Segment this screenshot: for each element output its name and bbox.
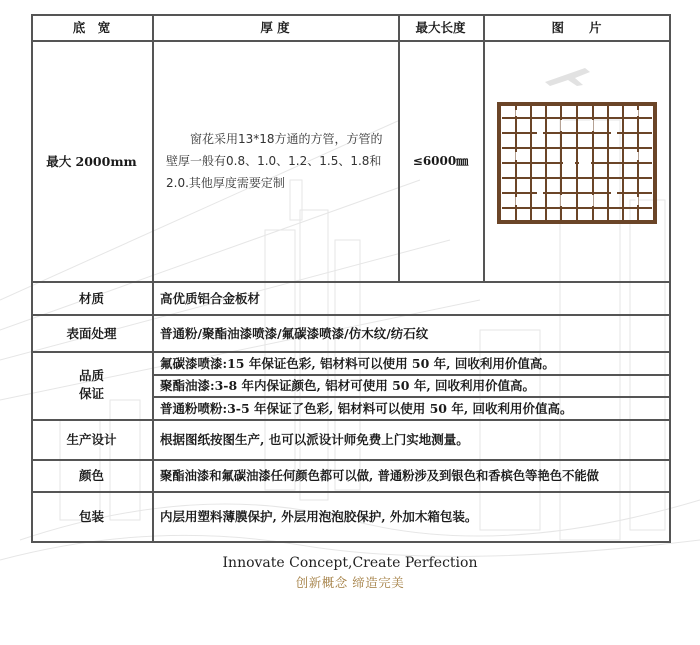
packaging-label: 包装 [78,509,104,524]
packaging-value: 内层用塑料薄膜保护, 外层用泡泡胶保护, 外加木箱包装。 [160,509,478,524]
color-label: 颜色 [78,468,104,483]
quality-guarantee-label [31,351,152,419]
header-thickness: 厚 度 [260,20,290,35]
production-design-value: 根据图纸按图生产, 也可以派设计师免费上门实地测量。 [160,432,469,447]
quality-powder: 普通粉喷粉:3-5 年保证了色彩, 铝材料可以使用 50 年, 回收利用价值高。 [160,400,573,416]
max-length-value: ≤6000㎜ [412,154,469,168]
quality-polyester: 聚酯油漆:3-8 年内保证颜色, 铝材可使用 50 年, 回收利用价值高。 [160,378,536,393]
table-border-bottom [31,541,671,543]
material-label: 材质 [78,290,104,306]
header-image: 图 片 [551,20,602,35]
lattice-window-image [497,102,657,224]
material-value: 高优质铝合金板材 [160,290,261,306]
production-design-label: 生产设计 [66,432,117,447]
surface-treatment-label: 表面处理 [66,325,117,341]
quality-fluorocarbon: 氟碳漆喷漆:15 年保证色彩, 铝材料可以使用 50 年, 回收利用价值高。 [160,355,555,371]
header-width: 底 宽 [72,20,111,35]
product-spec-table [31,14,670,541]
slogan-chinese: 创新概念 缔造完美 [295,575,405,590]
slogan-english: Innovate Concept,Create Perfection [222,555,478,571]
thickness-value: 窗花采用13*18方通的方管，方管的壁厚一般有0.8、1.0、1.2、1.5、1.8和2.0.其他厚度需要定制 [166,131,383,190]
color-value: 聚酯油漆和氟碳油漆任何颜色都可以做, 普通粉涉及到银色和香槟色等艳色不能做 [160,468,599,483]
width-value: 最大 2000mm [46,153,137,169]
quality-label-line1: 品质 [78,368,104,383]
surface-treatment-value: 普通粉/聚酯油漆喷漆/氟碳漆喷漆/仿木纹/纺石纹 [160,325,429,341]
quality-label-line2: 保证 [78,386,104,401]
header-max-length: 最大长度 [415,20,466,35]
product-image-cell [483,40,670,281]
